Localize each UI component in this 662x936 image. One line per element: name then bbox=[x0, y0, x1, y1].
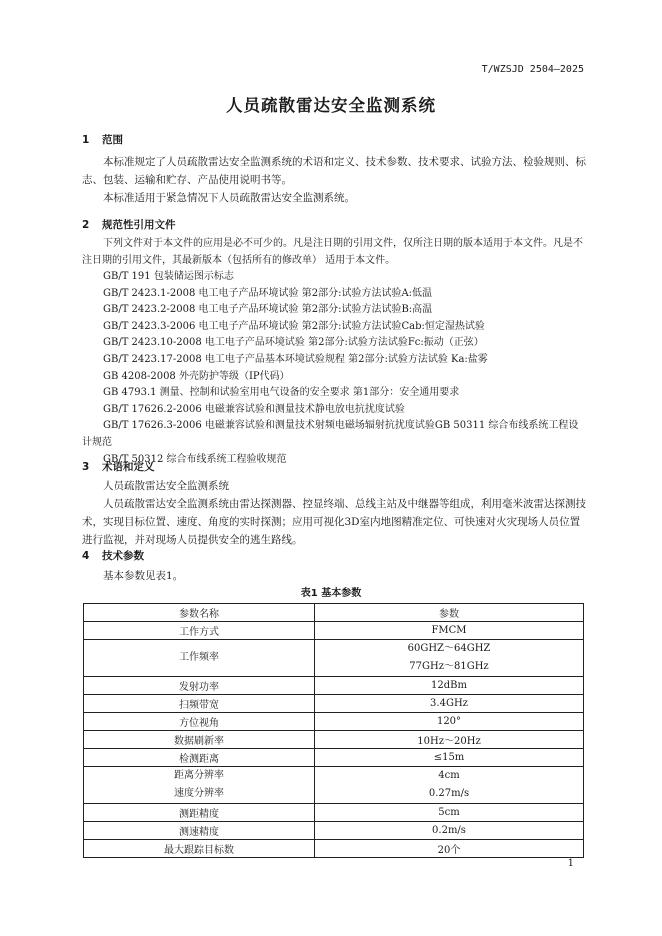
param-value: ≤15m bbox=[315, 749, 584, 767]
param-name-line: 距离分辨率 bbox=[174, 770, 224, 781]
table-row bbox=[84, 804, 584, 822]
table-row bbox=[84, 731, 584, 749]
reference-item: GB/T 191 包装储运图示标志 bbox=[103, 271, 234, 282]
section-number: 3 bbox=[82, 461, 90, 473]
section-4-heading bbox=[82, 548, 144, 563]
param-value-line: 0.27m/s bbox=[428, 788, 470, 799]
param-name: 最大跟踪目标数 bbox=[84, 840, 315, 858]
term-definition: 人员疏散雷达安全监测系统由雷达探测器、控显终端、总线主站及中继器等组成，利用毫米波雷达探测技术，实现目标位置、速度、角度的实时探测；应用可视化3D室内地图精准定位、可快速对火灾现场人员位置进行监视，并对现场人员提供安全的逃生路线。 bbox=[82, 498, 586, 546]
param-value: FMCM bbox=[315, 622, 584, 640]
param-value: 0.2m/s bbox=[315, 822, 584, 840]
table-row bbox=[84, 840, 584, 858]
param-name: 数据刷新率 bbox=[84, 731, 315, 749]
table-row bbox=[84, 767, 584, 804]
document-title: 人员疏散雷达安全监测系统 bbox=[226, 96, 436, 115]
paragraph: 下列文件对于本文件的应用是必不可少的。凡是注日期的引用文件，仅所注日期的版本适用于本文件。凡是不注日期的引用文件，其最新版本（包括所有的修改单） 适用于本文件。 bbox=[82, 238, 583, 266]
param-value bbox=[315, 767, 584, 804]
reference-list bbox=[82, 269, 586, 468]
param-name-line: 速度分辨率 bbox=[174, 788, 224, 799]
table-row bbox=[84, 695, 584, 713]
table-row bbox=[84, 749, 584, 767]
param-value: 5cm bbox=[315, 804, 584, 822]
reference-item: GB/T 2423.1-2008 电工电子产品环境试验 第2部分:试验方法试验A:低温 bbox=[103, 287, 433, 299]
section-title: 范围 bbox=[102, 134, 123, 146]
section-number: 4 bbox=[82, 550, 90, 562]
param-name: 工作方式 bbox=[84, 622, 315, 640]
param-name: 发射功率 bbox=[84, 677, 315, 695]
standard-code: T/WZSJD 2504—2025 bbox=[481, 64, 584, 75]
reference-item: GB/T 2423.3-2006 电工电子产品环境试验 第2部分:试验方法试验Cab:恒定湿热试验 bbox=[103, 320, 485, 332]
param-value-line: 4cm bbox=[438, 770, 460, 781]
param-name: 工作频率 bbox=[84, 640, 315, 677]
paragraph: 本标准规定了人员疏散雷达安全监测系统的术语和定义、技术参数、技术要求、试验方法、检验规则、标志、包装、运输和贮存、产品使用说明书等。 bbox=[82, 156, 586, 186]
reference-item: GB/T 2423.2-2008 电工电子产品环境试验 第2部分:试验方法试验B:高温 bbox=[103, 304, 433, 316]
param-name: 扫频带宽 bbox=[84, 695, 315, 713]
param-value: 20个 bbox=[315, 840, 584, 858]
reference-item: GB 4208-2008 外壳防护等级（IP代码） bbox=[103, 370, 290, 382]
param-name: 检测距离 bbox=[84, 749, 315, 767]
table-caption: 表1 基本参数 bbox=[300, 588, 362, 599]
param-name: 方位视角 bbox=[84, 713, 315, 731]
table-row bbox=[84, 677, 584, 695]
section-1-heading bbox=[82, 132, 123, 147]
table-row bbox=[84, 822, 584, 840]
param-value: 12dBm bbox=[315, 677, 584, 695]
table-header-row bbox=[84, 604, 584, 622]
page-number: 1 bbox=[567, 858, 574, 869]
section-number: 1 bbox=[82, 134, 90, 146]
table-row bbox=[84, 713, 584, 731]
table-row bbox=[84, 640, 584, 677]
section-title: 术语和定义 bbox=[102, 461, 155, 473]
section-2-heading bbox=[82, 217, 176, 232]
param-value bbox=[315, 640, 584, 677]
table-row bbox=[84, 622, 584, 640]
param-value: 120° bbox=[315, 713, 584, 731]
paragraph: 基本参数见表1。 bbox=[103, 570, 184, 582]
column-header: 参数名称 bbox=[84, 604, 315, 622]
reference-item: GB 4793.1 测量、控制和试验室用电气设备的安全要求 第1部分：安全通用要求 bbox=[103, 387, 460, 399]
param-name: 测速精度 bbox=[84, 822, 315, 840]
param-value: 10Hz～20Hz bbox=[315, 731, 584, 749]
reference-item: GB/T 2423.17-2008 电工电子产品基本环境试验规程 第2部分:试验方法试验 Ka:盐雾 bbox=[103, 353, 488, 365]
section-title: 规范性引用文件 bbox=[102, 219, 176, 231]
param-name: 测距精度 bbox=[84, 804, 315, 822]
basic-parameters-table bbox=[83, 603, 584, 858]
section-number: 2 bbox=[82, 219, 90, 231]
reference-item: GB/T 2423.10-2008 电工电子产品环境试验 第2部分:试验方法试验Fc:振动（正弦） bbox=[103, 337, 484, 349]
reference-item: GB/T 17626.2-2006 电磁兼容试验和测量技术静电放电抗扰度试验 bbox=[103, 403, 405, 415]
reference-item: GB/T 17626.3-2006 电磁兼容试验和测量技术射频电磁场辐射抗扰度试验GB 50311 综合布线系统工程设计规范 bbox=[82, 420, 579, 448]
reference-item: GB/T 50312 综合布线系统工程验收规范 bbox=[103, 453, 287, 465]
param-name bbox=[84, 767, 315, 804]
paragraph: 本标准适用于紧急情况下人员疏散雷达安全监测系统。 bbox=[103, 192, 355, 204]
column-header: 参数 bbox=[315, 604, 584, 622]
param-value: 3.4GHz bbox=[315, 695, 584, 713]
param-value-line: 77GHz～81GHz bbox=[409, 661, 489, 672]
param-value-line: 60GHZ～64GHZ bbox=[407, 643, 491, 654]
section-title: 技术参数 bbox=[102, 550, 144, 562]
term: 人员疏散雷达安全监测系统 bbox=[103, 480, 229, 492]
section-3-heading bbox=[82, 459, 155, 474]
